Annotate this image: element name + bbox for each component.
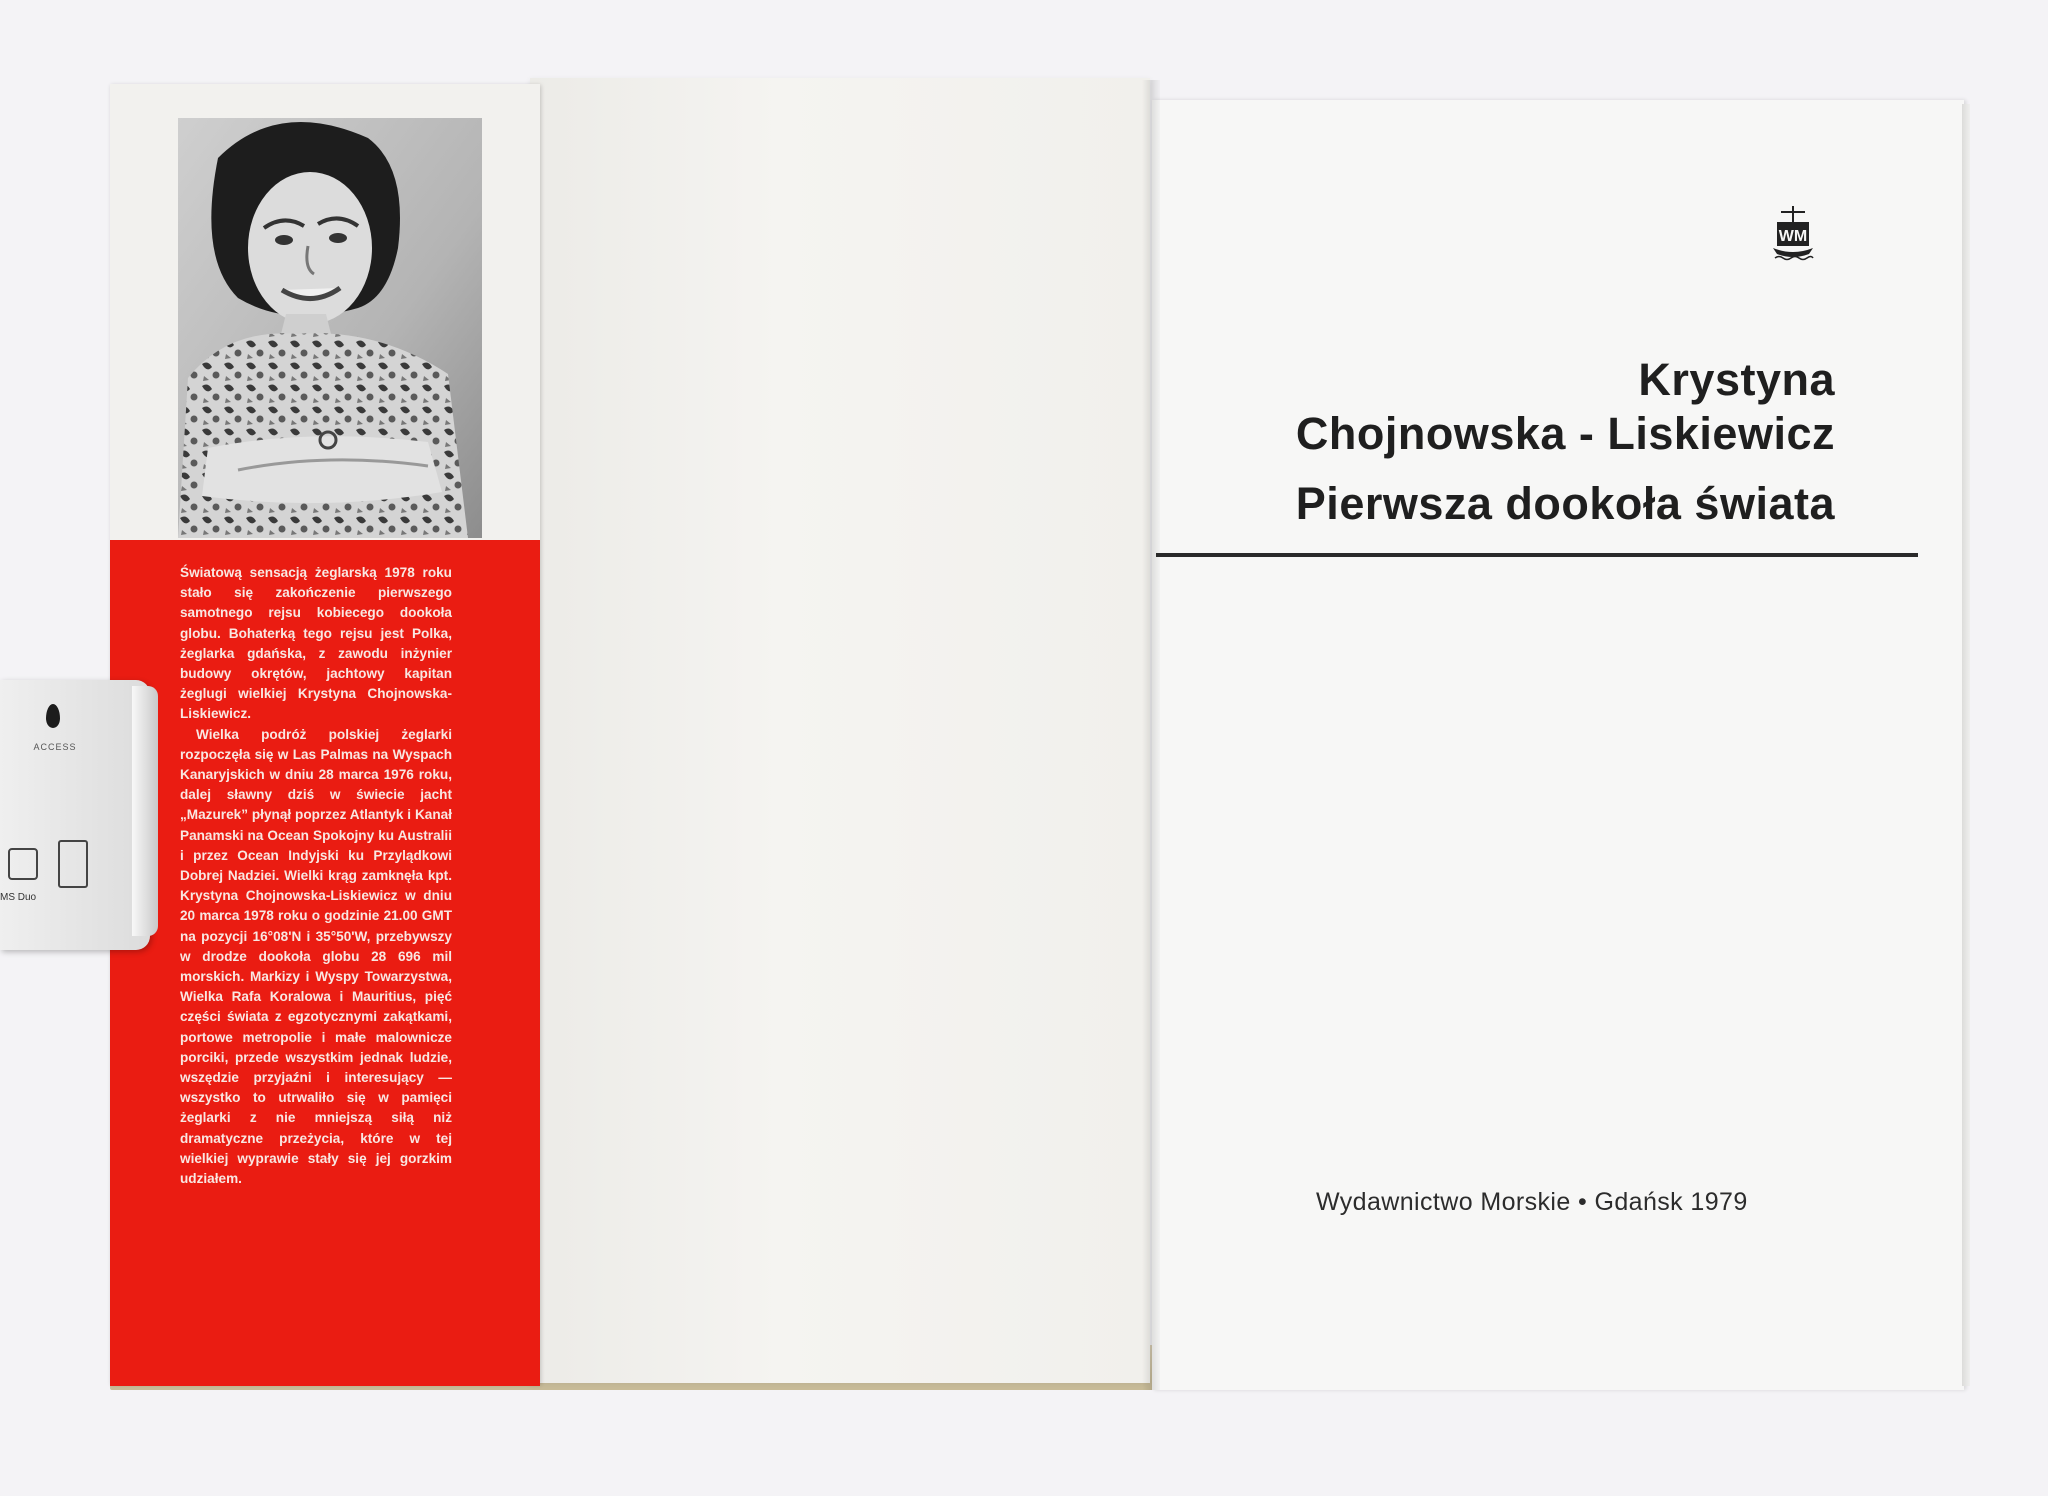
title-divider (1156, 553, 1918, 557)
jacket-blurb (180, 563, 452, 1189)
card-reader-body (0, 680, 150, 950)
access-label: ACCESS (33, 742, 77, 752)
publisher-imprint: Wydawnictwo Morskie • Gdańsk 1979 (1316, 1188, 1748, 1216)
card-slot-icon (8, 848, 38, 880)
title-page-edge (1962, 104, 1970, 1386)
ms-duo-label: MS Duo (0, 892, 37, 903)
card-reader-slot (132, 686, 158, 936)
publisher-ship-logo-icon (1771, 204, 1815, 262)
book-title: Pierwsza dookoła świata (1295, 478, 1835, 529)
svg-text:WM: WM (1778, 228, 1808, 245)
author-first-name: Krystyna (1638, 354, 1835, 405)
book-gutter (1142, 80, 1160, 1390)
memory-stick-icon (58, 840, 88, 888)
author-portrait-photo (178, 118, 482, 538)
inside-cover-page (530, 78, 1150, 1383)
blurb-paragraph: Wielka podróż polskiej żeglarki rozpoczęła się w Las Palmas na Wyspach Kanaryjskich w dniu 28 marca 1976 roku, dalej sławny dziś w świecie jacht „Mazurek” płynął poprzez Atlantyk i Kanał Panamski na Ocean Spokojny ku Australii i przez Ocean Indyjski ku Przylądkowi Dobrej Nadziei. Wielki krąg zamknęła kpt. Krystyna Chojnowska-Liskiewicz w dniu 20 marca 1978 roku o godzinie 21.00 GMT na pozycji 16°08'N i 35°50'W, przebywszy w drodze dookoła globu 28 696 mil morskich. Markizy i Wyspy Towarzystwa, Wielka Rafa Koralowa i Mauritius, pięć części świata z egzotycznymi zakątkami, portowe metropolie i małe malownicze porciki, przede wszystkim jednak ludzie, wszędzie przyjaźni i interesujący — wszystko to utrwaliło się w pamięci żeglarki z nie mniejszą siłą niż dramatyczne przeżycia, które w tej wielkiej wyprawie stały się jej gorzkim udziałem. (180, 726, 452, 1187)
author-last-name: Chojnowska - Liskiewicz (1295, 408, 1835, 459)
access-led-icon (46, 704, 60, 728)
card-reader-device (0, 680, 160, 950)
blurb-paragraph: Światową sensacją żeglarską 1978 roku stało się zakończenie pierwszego samotnego rejsu kobiecego dookoła globu. Bohaterką tego rejsu jest Polka, żeglarka gdańska, z zawodu inżynier budowy okrętów, jachtowy kapitan żeglugi wielkiej Krystyna Chojnowska-Liskiewicz. (180, 565, 452, 722)
